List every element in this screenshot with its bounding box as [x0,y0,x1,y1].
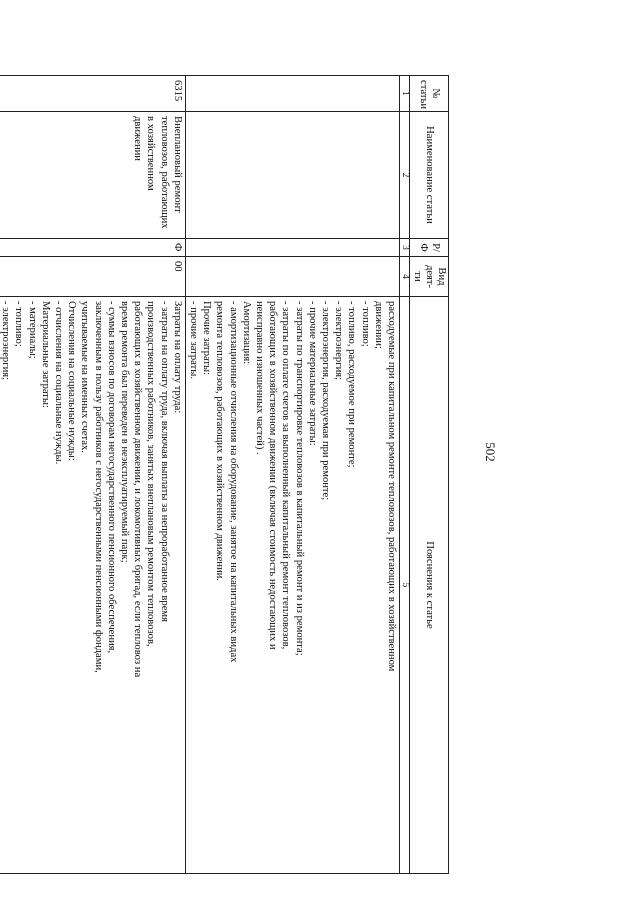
column-number: 3 [400,239,410,257]
text-line: - электроэнергия; [333,301,345,381]
text-line: - топливо; [359,301,371,347]
text-line: производственных работников, занятых внеплановым ремонтом тепловозов, [145,301,157,647]
text-line: время ремонта был переведен в неэксплуатируемый парк; [118,301,130,563]
text-line: - электроэнергия, расходуемая при ремонте; [319,301,331,501]
text-line: - отчисления на социальные нужды. [52,301,64,465]
text-line: Затраты на оплату труда: [171,301,183,414]
rf-cell: Ф [0,239,185,257]
column-number: 2 [400,112,410,239]
text-line: - амортизационные отчисления на оборудование, занятое на капитальных видах [227,301,239,663]
column-number: 1 [400,76,410,112]
item-number-cell: 6315 [0,76,185,112]
text-line: движении; [372,301,384,349]
table-row-continuation [185,76,399,874]
cost-items-table [0,75,449,874]
column-number: 4 [400,257,410,297]
text-line: Амортизация: [240,301,252,365]
header-rf: Р/ Ф [410,239,449,257]
text-line: заключенным в пользу работников с негосударственными пенсионными фондами, [92,301,104,673]
text-line: работающих в хозяйственном движении (включая стоимость недостающих и [267,301,279,650]
column-number: 5 [400,297,410,874]
rotated-table-wrapper [0,75,449,873]
text-line: - топливо, расходуемое при ремонте; [346,301,358,468]
text-line: неисправно изношенных частей) . [253,301,265,455]
cell-empty [185,239,399,257]
text-line: расходуемые при капитальном ремонте тепловозов, работающих в хозяйственном [386,301,397,672]
item-name-cell: Внеплановый ремонт тепловозов, работающих в хозяйственном движении [0,112,185,239]
header-explanation: Пояснения к статье [410,297,449,874]
text-line: - прочие материальные затраты: [306,301,318,446]
page-number: 502 [483,442,498,462]
header-activity: Вид деят-ти [410,257,449,297]
column-numbers-row [400,76,410,874]
text-line: - затраты по транспортировке тепловозов в капитальный ремонт и из ремонта; [293,301,305,656]
activity-cell: 00 [0,257,185,297]
text-line: работающих в хозяйственном движении, и локомотивных бригад, если тепловоз на [132,301,144,678]
explanation-cell [0,297,185,874]
header-item-number: № статьи [410,76,449,112]
cell-empty [185,257,399,297]
text-line: - прочие затраты. [187,301,199,380]
text-line: - суммы взносов по договорам негосударственного пенсионного обеспечения, [105,301,117,654]
cell-empty [185,76,399,112]
explanation-cell [185,297,399,874]
text-line: ремонта тепловозов, работающих в хозяйственном движении. [214,301,226,581]
header-item-name: Наименование статьи [410,112,449,239]
text-line: - затраты на оплату труда, включая выплаты за непроработанное время [158,301,170,623]
header-row [410,76,449,874]
text-line: Отчисления на социальные нужды: [66,301,78,461]
text-line: Прочие затраты: [201,301,213,376]
text-line: учитываемые на именных счетах. [79,301,91,453]
text-line: - топливо; [13,301,25,347]
cell-empty [185,112,399,239]
text-line: - электроэнергия; [0,301,12,381]
table-row-6315 [0,76,185,874]
text-line: - затраты по оплате счетов за выполненный капитальный ремонт тепловозов, [280,301,292,650]
text-line: - материалы; [26,301,38,359]
text-line: Материальные затраты: [39,301,51,408]
